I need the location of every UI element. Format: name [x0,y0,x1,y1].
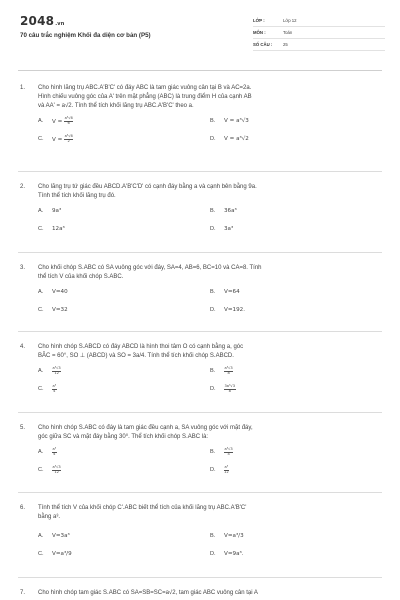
option-value: V=a³/9 [52,551,72,557]
meta-table [253,15,385,51]
fraction-numerator: a³√3 [52,366,61,370]
question-divider [18,412,382,413]
option-value [52,117,73,127]
fraction-numerator: a³ [52,384,57,388]
option-letter: B. [210,289,216,295]
option-value: V = a³√2 [224,136,249,142]
meta-row-class [253,15,385,27]
option-letter: C. [38,551,44,557]
option-letter: D. [210,551,216,557]
fraction-numerator: 3a³√3 [224,384,236,388]
question-number: 2. [20,184,26,190]
answer-option-b[interactable] [210,288,370,298]
question-7 [20,589,380,598]
fraction-numerator: a³√3 [224,447,233,451]
question-number: 5. [20,425,26,431]
option-value: V=64 [224,289,240,295]
question-text: Cho lăng trụ tứ giác đều ABCD.A'B'C'D' có cạnh đáy bằng a và cạnh bên bằng 9a. Tính thể tích khối lăng trụ đó. [38,184,257,199]
meta-value: 25 [283,42,288,47]
option-value [224,385,236,395]
answer-option-c[interactable] [38,135,198,145]
question-divider [18,171,382,172]
option-letter: B. [210,368,216,374]
question-6 [20,504,380,557]
question-number: 1. [20,85,26,91]
header-divider [18,70,382,71]
fraction-numerator: a³√6 [64,134,73,138]
fraction [64,135,73,144]
fraction-denominator: 6 [67,120,70,125]
meta-key: MÔN : [253,30,266,35]
meta-key: SỐ CÂU : [253,42,273,47]
fraction-numerator: a³√6 [64,116,73,120]
question-number: 6. [20,505,26,511]
option-value [224,466,229,476]
fraction [224,466,229,475]
answer-option-a[interactable] [38,532,198,542]
question-text: Cho hình lăng trụ ABC.A'B'C' có đáy ABC là tam giác vuông cân tại B và AC=2a. Hình chiếu vuông góc của A' trên mặt phẳng (ABC) là trung điểm H của cạnh AB và AA' = a√2. Tính thể tích khối lăng trụ ABC.A'B'C' theo a. [38,85,252,109]
question-stem [20,264,380,282]
option-letter: D. [210,226,216,232]
question-text: Tính thể tích V của khối chóp C'.ABC biết thể tích của khối lăng trụ ABC.A'B'C' bằng a³. [38,505,247,520]
answer-option-c[interactable] [38,550,198,560]
question-divider [18,252,382,253]
option-value: 36a³ [224,208,237,214]
answer-option-d[interactable] [210,550,370,560]
question-stem [20,183,380,201]
answer-option-b[interactable] [210,367,370,377]
answer-option-d[interactable] [210,306,370,316]
question-stem [20,504,380,522]
question-stem [20,424,380,442]
option-letter: C. [38,467,44,473]
fraction-denominator: 12 [224,469,229,474]
option-value: V = a³√3 [224,118,249,124]
option-value [52,135,73,145]
fraction-denominator: 12 [54,469,59,474]
meta-row-count [253,39,385,51]
option-value [52,367,61,377]
meta-value: Toán [283,30,293,35]
answer-option-c[interactable] [38,225,198,235]
option-letter: B. [210,533,216,539]
question-number: 7. [20,590,26,596]
question-text: Cho hình chóp tam giác S.ABC có SA=SB=SC=a√2, tam giác ABC vuông cân tại A [38,590,258,596]
fraction-denominator: 8 [227,370,230,375]
answer-option-d[interactable] [210,135,370,145]
option-value: V=9a³. [224,551,244,557]
logo-sub-text: .vn [55,21,65,27]
option-value [52,385,57,395]
option-letter: C. [38,136,44,142]
question-stem [20,589,380,598]
option-value: V=a³/3 [224,533,244,539]
question-stem [20,343,380,361]
option-letter: D. [210,386,216,392]
option-letter: B. [210,449,216,455]
question-divider [18,492,382,493]
option-prefix: V = [52,118,65,125]
option-value: V=3a³ [52,533,70,539]
fraction [52,367,61,376]
fraction [52,448,57,457]
question-5 [20,424,380,474]
option-value: V=40 [52,289,68,295]
option-letter: A. [38,533,44,539]
answer-option-b[interactable] [210,448,370,458]
answer-option-b[interactable] [210,207,370,217]
option-value [52,466,61,476]
answer-option-b[interactable] [210,117,370,127]
option-letter: C. [38,307,44,313]
option-value: 9a³ [52,208,62,214]
option-value: 12a³ [52,226,65,232]
question-stem [20,84,380,111]
option-letter: C. [38,226,44,232]
fraction-numerator: a³ [224,465,229,469]
option-letter: D. [210,307,216,313]
site-logo[interactable] [20,14,65,28]
fraction-denominator: 4 [227,451,230,456]
answer-option-d[interactable] [210,466,370,476]
question-divider [18,331,382,332]
fraction-numerator: a³ [52,447,57,451]
fraction [224,385,236,394]
option-letter: B. [210,118,216,124]
option-value [224,448,233,458]
option-value [52,448,57,458]
fraction [52,466,61,475]
answer-option-a[interactable] [38,117,198,127]
answer-option-c[interactable] [38,466,198,476]
fraction [52,385,57,394]
fraction-denominator: 8 [228,388,231,393]
fraction-denominator: 12 [54,370,59,375]
question-number: 4. [20,344,26,350]
option-letter: A. [38,368,44,374]
option-letter: A. [38,118,44,124]
page-header [0,0,400,65]
meta-value: Lớp 12 [283,18,297,23]
fraction-denominator: 4 [53,451,56,456]
logo-main-text: 2048 [20,14,55,28]
answer-option-c[interactable] [38,306,198,316]
answer-option-a[interactable] [38,207,198,217]
answer-option-a[interactable] [38,367,198,377]
option-letter: A. [38,449,44,455]
option-value: 3a³ [224,226,234,232]
answer-option-c[interactable] [38,385,198,395]
fraction-numerator: a³√3 [224,366,233,370]
question-divider [18,577,382,578]
meta-row-subject [253,27,385,39]
fraction [224,367,233,376]
fraction-numerator: a³√3 [52,465,61,469]
document-title: 70 câu trắc nghiệm Khối đa diện cơ bản (P5) [20,32,151,39]
option-letter: C. [38,386,44,392]
question-text: Cho hình chóp S.ABCD có đáy ABCD là hình thoi tâm O có cạnh bằng a, góc BÂC = 60°, SO ⊥ (ABCD) và SO = 3a/4. Tính thể tích khối chóp S.ABCD. [38,344,244,359]
option-letter: B. [210,208,216,214]
answer-option-b[interactable] [210,532,370,542]
option-prefix: V = [52,136,65,143]
option-value: V=192. [224,307,245,313]
answer-option-a[interactable] [38,448,198,458]
answer-option-d[interactable] [210,385,370,395]
option-letter: D. [210,136,216,142]
question-4 [20,343,380,393]
fraction [64,117,73,126]
option-value: V=32 [52,307,68,313]
question-text: Cho hình chóp S.ABC có đáy là tam giác đều cạnh a, SA vuông góc với mặt đáy, góc giữa SC và mặt đáy bằng 30⁰. Thể tích khối chóp S.ABC là: [38,425,253,440]
fraction-denominator: 2 [67,138,70,143]
fraction [224,448,233,457]
option-letter: A. [38,289,44,295]
option-letter: D. [210,467,216,473]
option-value [224,367,233,377]
option-letter: A. [38,208,44,214]
question-2 [20,183,380,232]
question-number: 3. [20,265,26,271]
question-1 [20,84,380,143]
fraction-denominator: 4 [53,388,56,393]
question-3 [20,264,380,313]
answer-option-d[interactable] [210,225,370,235]
meta-key: LỚP : [253,18,265,23]
answer-option-a[interactable] [38,288,198,298]
question-text: Cho khối chóp S.ABC có SA vuông góc với đáy, SA=4, AB=6, BC=10 và CA=8. Tính thể tích V của khối chóp S.ABC. [38,265,262,280]
